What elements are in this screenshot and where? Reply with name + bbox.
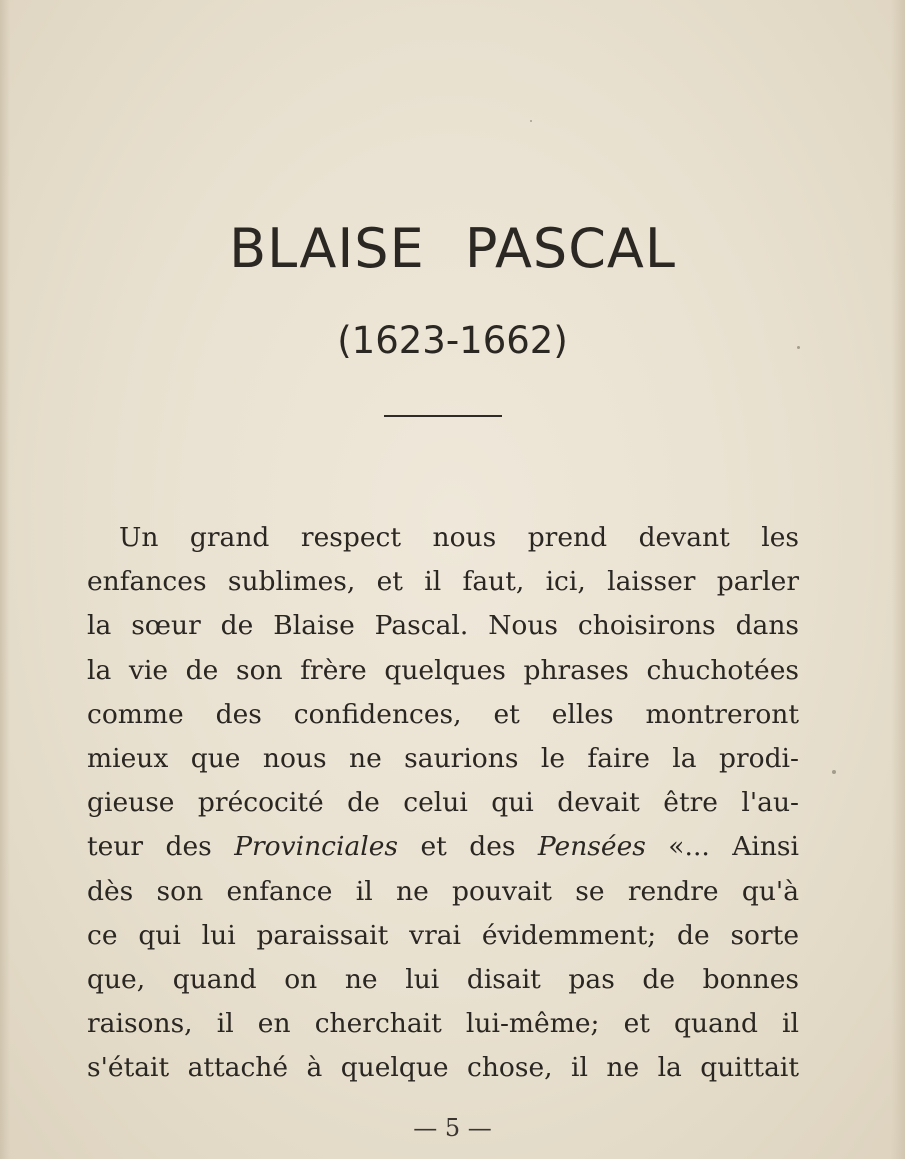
life-dates: (1623-1662) <box>337 319 568 362</box>
text-line: raisons, il en cherchait lui-même; et quand il <box>87 1008 799 1040</box>
text-line: dès son enfance il ne pouvait se rendre qu'à <box>87 875 799 907</box>
text-segment: teur des <box>87 831 235 863</box>
text-line: que, quand on ne lui disait pas de bonnes <box>87 963 799 995</box>
body-paragraph <box>87 516 799 1090</box>
text-line: la sœur de Blaise Pascal. Nous choisirons dans <box>87 610 799 642</box>
paper-speck <box>832 770 836 774</box>
book-title-pensees: Pensées <box>537 831 646 863</box>
text-segment: «... Ainsi <box>645 831 799 863</box>
text-line: ce qui lui paraissait vrai évidemment; de sorte <box>87 919 799 951</box>
page-number: — 5 — <box>413 1114 492 1142</box>
text-line: enfances sublimes, et il faut, ici, laisser parler <box>87 566 799 598</box>
text-line: comme des confidences, et elles montreront <box>87 698 799 730</box>
title-rule <box>384 415 502 417</box>
text-line-with-titles <box>87 825 799 869</box>
book-title-provinciales: Provinciales <box>234 831 399 863</box>
text-line: mieux que nous ne saurions le faire la prodi- <box>87 742 799 774</box>
text-line: la vie de son frère quelques phrases chuchotées <box>87 654 799 686</box>
text-line: gieuse précocité de celui qui devait être l'au- <box>87 787 799 819</box>
paper-speck <box>797 346 800 349</box>
text-line: Un grand respect nous prend devant les <box>119 522 799 553</box>
text-segment: et des <box>398 831 538 863</box>
paper-speck <box>530 120 532 122</box>
chapter-title: BLAISE PASCAL <box>229 217 676 280</box>
text-line: s'était attaché à quelque chose, il ne la quittait <box>87 1052 799 1084</box>
